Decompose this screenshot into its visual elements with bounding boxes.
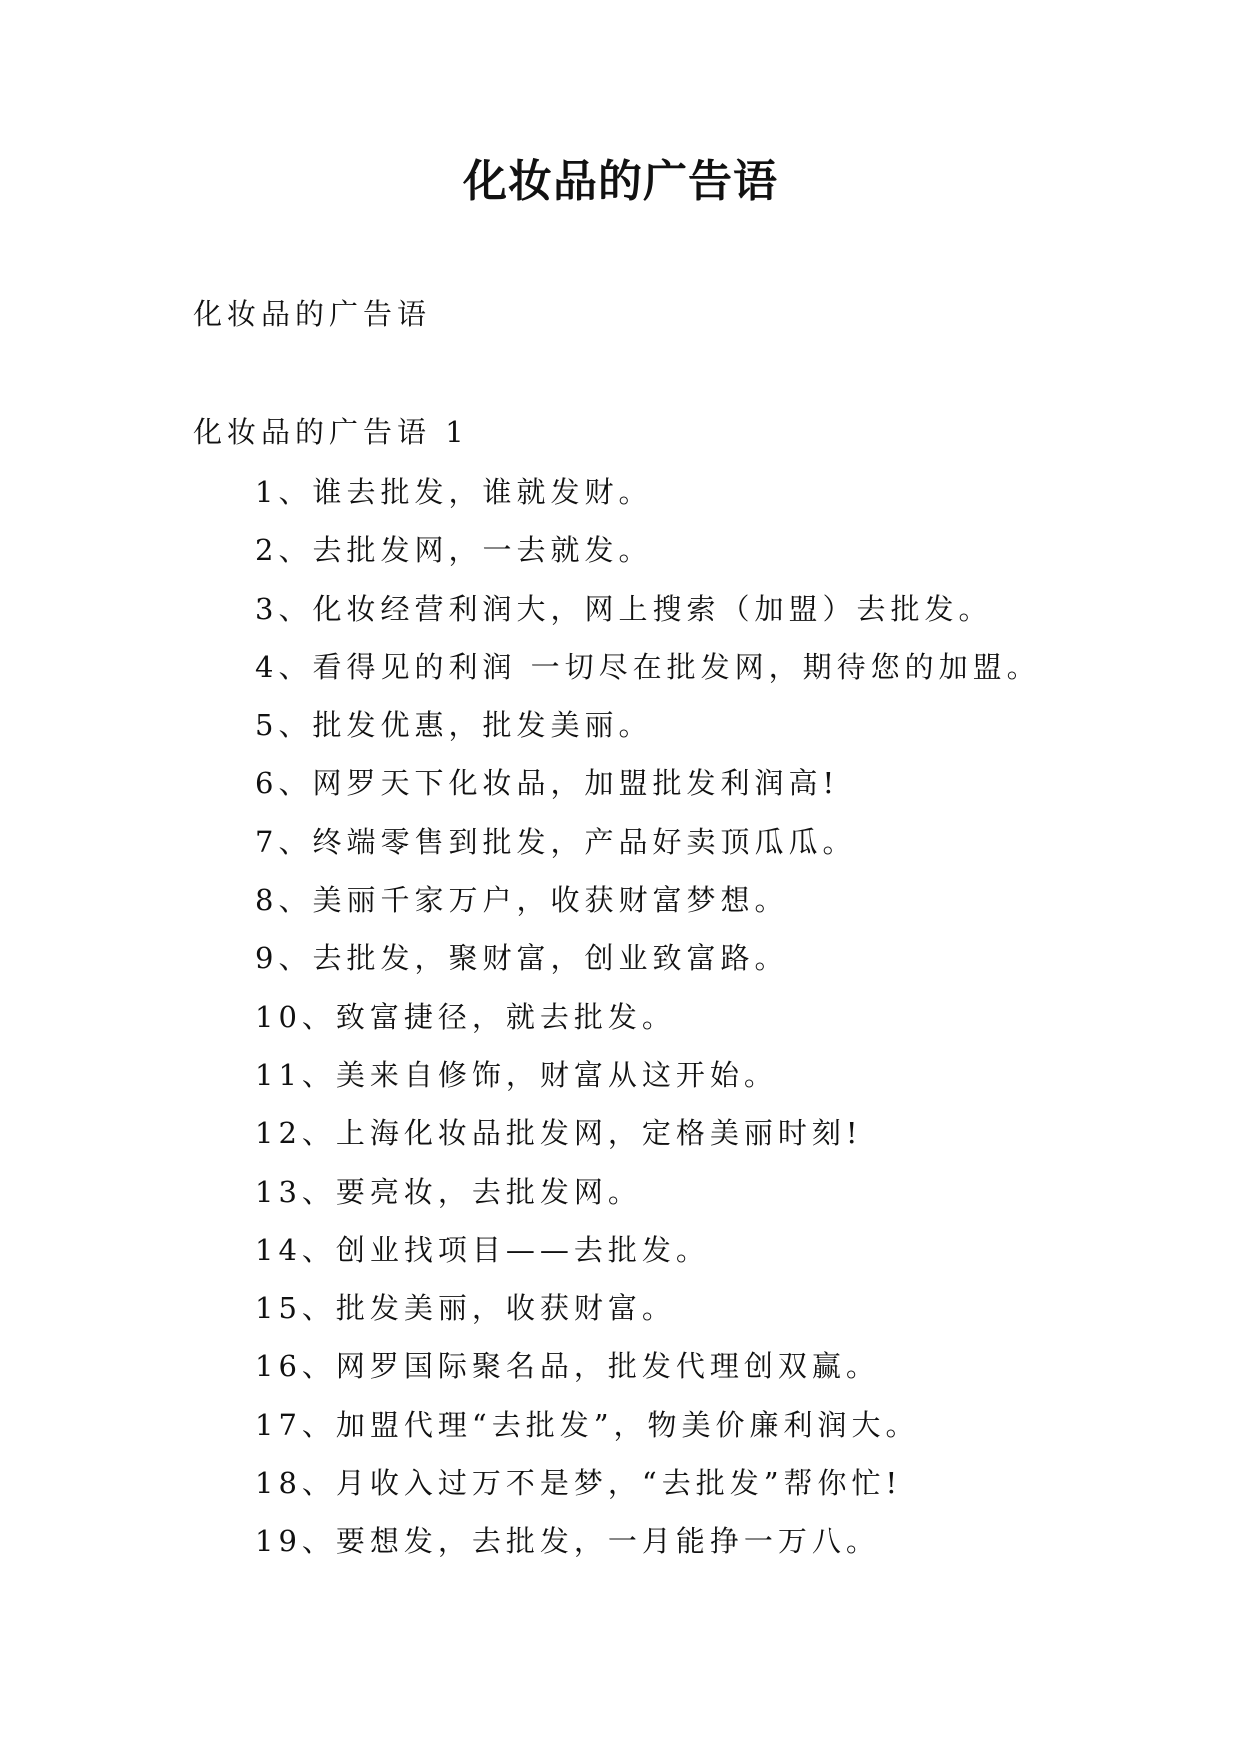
slogan-item: 13、要亮妆，去批发网。 — [255, 1174, 642, 1209]
slogan-item: 5、批发优惠，批发美丽。 — [255, 708, 653, 743]
slogan-item: 9、去批发，聚财富，创业致富路。 — [255, 941, 789, 976]
slogan-item: 6、网罗天下化妆品，加盟批发利润高! — [255, 766, 840, 801]
slogan-item: 1、谁去批发，谁就发财。 — [255, 475, 653, 509]
slogan-item: 4、看得见的利润 一切尽在批发网，期待您的加盟。 — [255, 649, 1041, 684]
slogan-item: 17、加盟代理“去批发”，物美价廉利润大。 — [255, 1407, 920, 1442]
slogan-item: 3、化妆经营利润大，网上搜索（加盟）去批发。 — [255, 591, 993, 626]
slogan-item: 11、美来自修饰，财富从这开始。 — [255, 1057, 778, 1092]
slogan-item: 19、要想发，去批发，一月能挣一万八。 — [255, 1524, 880, 1559]
slogan-item: 8、美丽千家万户，收获财富梦想。 — [255, 883, 789, 918]
slogan-list — [255, 472, 1041, 1580]
slogan-item: 18、月收入过万不是梦，“去批发”帮你忙! — [255, 1466, 903, 1501]
slogan-item: 12、上海化妆品批发网，定格美丽时刻! — [255, 1116, 863, 1151]
document-title: 化妆品的广告语 — [463, 156, 778, 207]
slogan-item: 16、网罗国际聚名品，批发代理创双赢。 — [255, 1349, 880, 1384]
document-subtitle: 化妆品的广告语 — [193, 297, 432, 331]
slogan-item: 15、批发美丽，收获财富。 — [255, 1291, 676, 1326]
slogan-item: 14、创业找项目——去批发。 — [255, 1232, 710, 1267]
slogan-item: 7、终端零售到批发，产品好卖顶瓜瓜。 — [255, 824, 857, 859]
slogan-item: 10、致富捷径，就去批发。 — [255, 999, 676, 1034]
section-heading: 化妆品的广告语 1 — [193, 415, 469, 449]
slogan-item: 2、去批发网，一去就发。 — [255, 533, 653, 568]
